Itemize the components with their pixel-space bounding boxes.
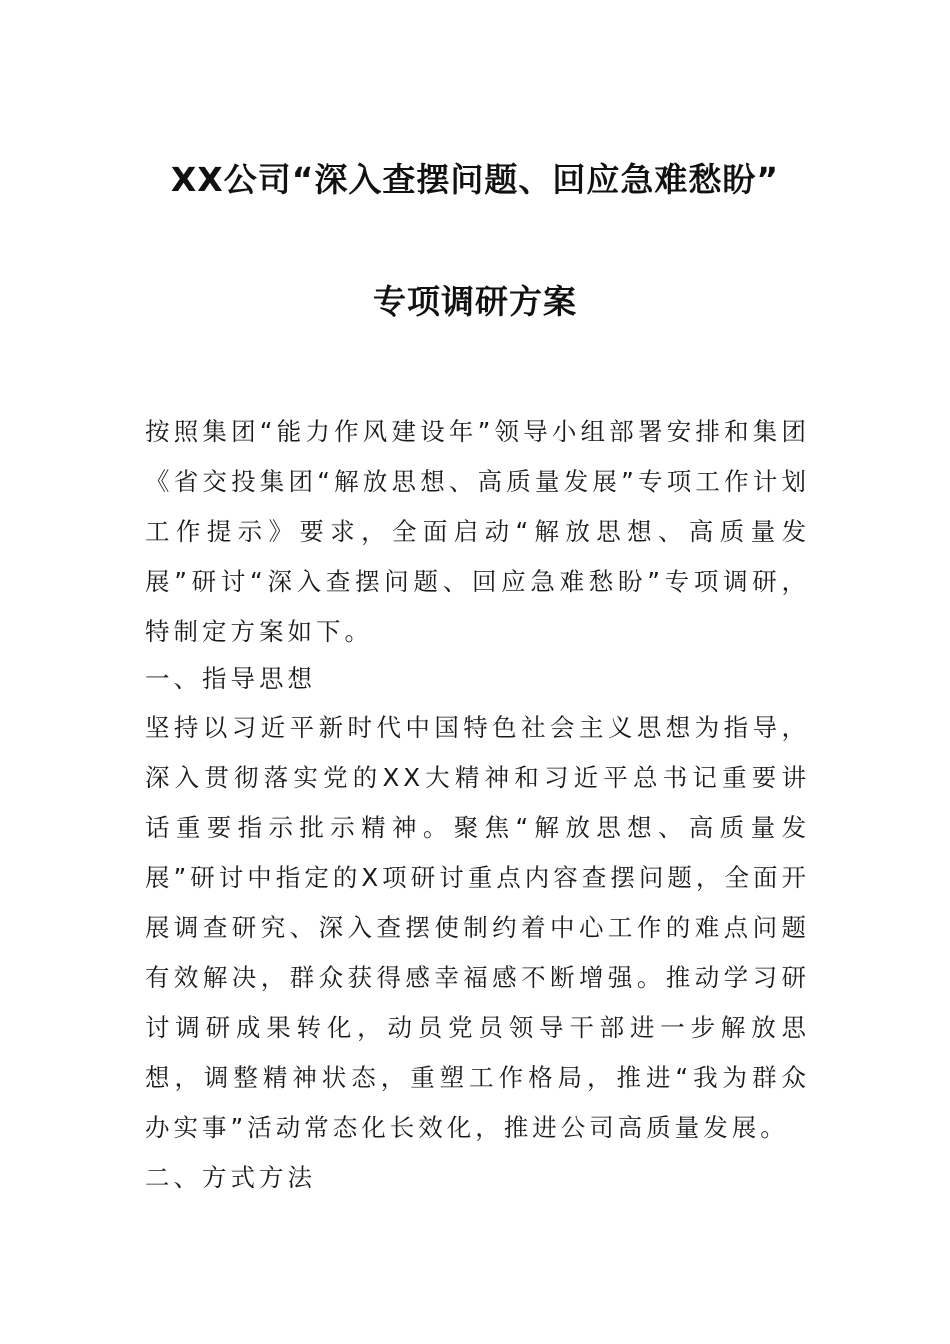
document-title-line-2: 专项调研方案: [373, 282, 577, 321]
section-heading-guiding-ideology: 一、指导思想: [145, 664, 316, 693]
guiding-ideology-paragraph: 坚持以习近平新时代中国特色社会主义思想为指导，深入贯彻落实党的XX大精神和习近平总书记重要讲话重要指示批示精神。聚焦“解放思想、高质量发展”研讨中指定的X项研讨重点内容查摆问题，全面开展调查研究、深入查摆使制约着中心工作的难点问题有效解决，群众获得感幸福感不断增强。推动学习研讨调研成果转化，动员党员领导干部进一步解放思想，调整精神状态，重塑工作格局，推进“我为群众办实事”活动常态化长效化，推进公司高质量发展。: [145, 713, 810, 1142]
section-heading-methods: 二、方式方法: [145, 1163, 316, 1192]
intro-paragraph: 按照集团“能力作风建设年”领导小组部署安排和集团《省交投集团“解放思想、高质量发展”专项工作计划工作提示》要求，全面启动“解放思想、高质量发展”研讨“深入查摆问题、回应急难愁盼”专项调研，特制定方案如下。: [145, 417, 810, 646]
document-title-line-1: XX公司“深入查摆问题、回应急难愁盼”: [170, 160, 780, 199]
